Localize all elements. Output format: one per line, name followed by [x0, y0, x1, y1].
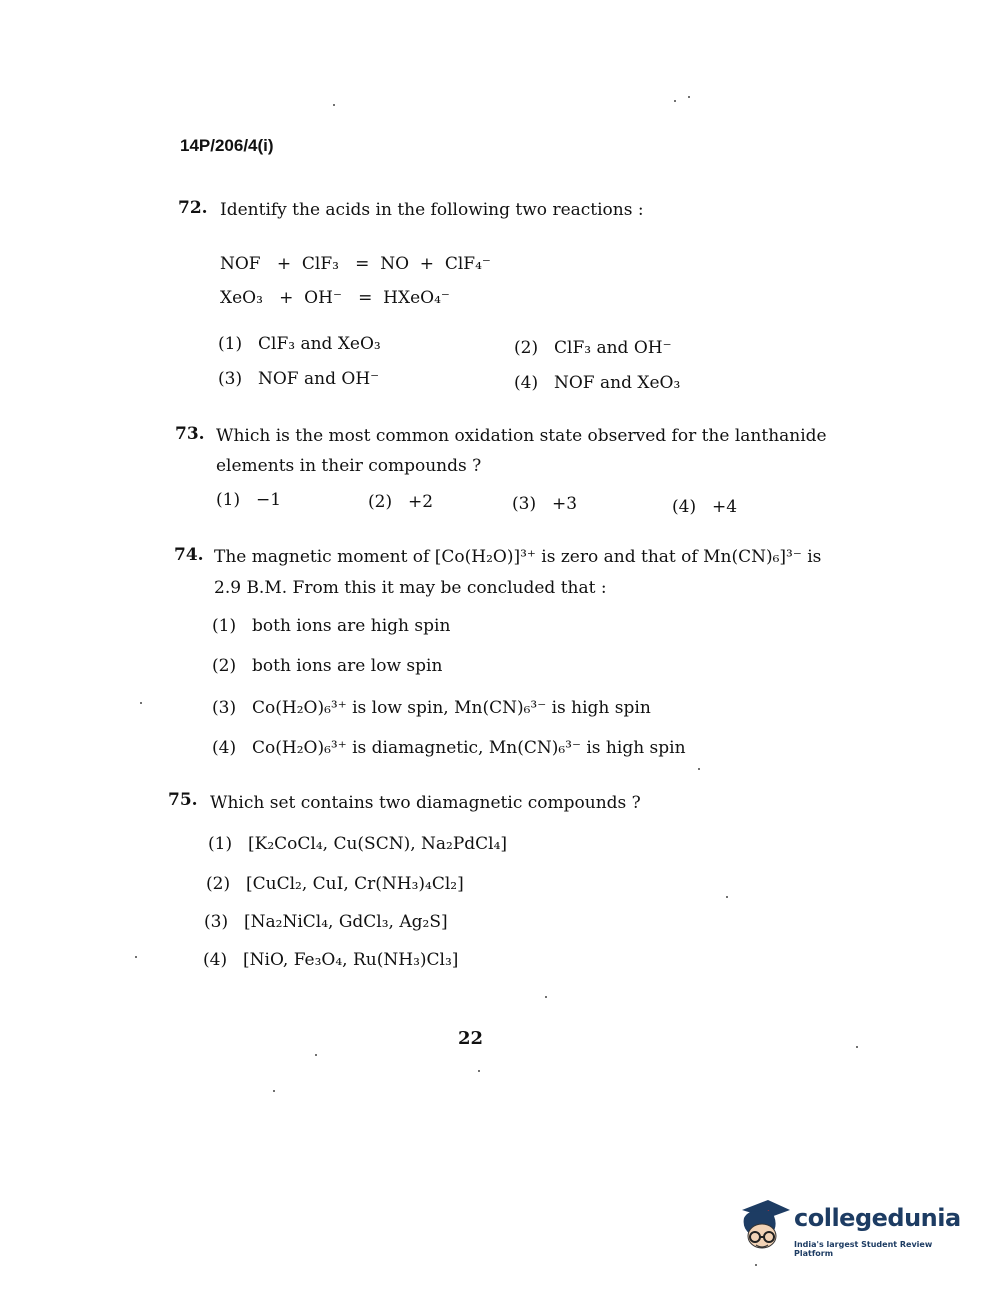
- question-73-number: 73.: [175, 424, 205, 444]
- scan-speck: [273, 1090, 275, 1092]
- scan-speck: [726, 896, 728, 898]
- brand-tagline: India's largest Student Review Platform: [794, 1240, 933, 1258]
- question-75-option-1: (1) [K₂CoCl₄, Cu(SCN), Na₂PdCl₄]: [208, 834, 508, 854]
- question-74-option-4: (4) Co(H₂O)₆³⁺ is diamagnetic, Mn(CN)₆³⁻ is high spin: [212, 738, 686, 758]
- question-73-option-3: (3) +3: [512, 494, 578, 514]
- question-73-line-2: elements in their compounds ?: [216, 456, 482, 476]
- question-73-option-2: (2) +2: [368, 492, 434, 512]
- scan-speck: [333, 104, 335, 106]
- question-73-option-4: (4) +4: [672, 497, 738, 517]
- question-75-option-3: (3) [Na₂NiCl₄, GdCl₃, Ag₂S]: [204, 912, 448, 932]
- question-74-option-2: (2) both ions are low spin: [212, 656, 443, 676]
- scan-speck: [698, 768, 700, 770]
- question-72-option-2: (2) ClF₃ and OH⁻: [514, 338, 672, 358]
- question-72-option-1: (1) ClF₃ and XeO₃: [218, 334, 381, 354]
- paper-code: 14P/206/4(i): [180, 136, 274, 155]
- scan-speck: [135, 956, 137, 958]
- brand-name: collegedunia: [794, 1204, 961, 1232]
- question-72-option-3: (3) NOF and OH⁻: [218, 369, 380, 389]
- scan-speck: [674, 100, 676, 102]
- scan-speck: [545, 996, 547, 998]
- question-72-reaction-2: XeO₃ + OH⁻ = HXeO₄⁻: [220, 288, 450, 308]
- question-74-number: 74.: [174, 545, 204, 565]
- scan-speck: [856, 1046, 858, 1048]
- question-75-option-2: (2) [CuCl₂, CuI, Cr(NH₃)₄Cl₂]: [206, 874, 464, 894]
- question-74-option-3: (3) Co(H₂O)₆³⁺ is low spin, Mn(CN)₆³⁻ is high spin: [212, 698, 651, 718]
- question-74-line-2: 2.9 B.M. From this it may be concluded that :: [214, 578, 607, 598]
- page-number: 22: [458, 1028, 484, 1049]
- question-73-line-1: Which is the most common oxidation state observed for the lanthanide: [216, 426, 827, 446]
- collegedunia-watermark: [738, 1196, 968, 1266]
- question-75-text: Which set contains two diamagnetic compounds ?: [210, 793, 641, 813]
- question-72-reaction-1: NOF + ClF₃ = NO + ClF₄⁻: [220, 254, 491, 274]
- question-72-number: 72.: [178, 198, 208, 218]
- question-74-line-1: The magnetic moment of [Co(H₂O)]³⁺ is zero and that of Mn(CN)₆]³⁻ is: [214, 547, 822, 567]
- question-75-option-4: (4) [NiO, Fe₃O₄, Ru(NH₃)Cl₃]: [203, 950, 459, 970]
- student-mascot-icon: [738, 1196, 792, 1258]
- question-74-option-1: (1) both ions are high spin: [212, 616, 451, 636]
- scan-speck: [688, 96, 690, 98]
- question-72-text: Identify the acids in the following two reactions :: [220, 200, 644, 220]
- question-72-option-4: (4) NOF and XeO₃: [514, 373, 681, 393]
- question-75-number: 75.: [168, 790, 198, 810]
- scan-speck: [478, 1070, 480, 1072]
- question-73-option-1: (1) −1: [216, 490, 282, 510]
- scan-speck: [315, 1054, 317, 1056]
- scan-speck: [140, 702, 142, 704]
